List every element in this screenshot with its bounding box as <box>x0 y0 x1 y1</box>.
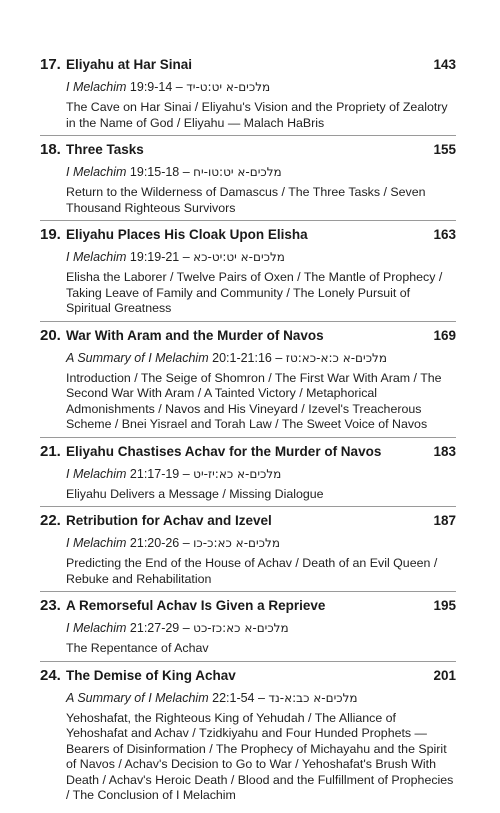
chapter-number: 18. <box>40 141 61 158</box>
entry-heading <box>40 327 456 349</box>
source-book: A Summary of I Melachim <box>66 690 209 705</box>
verse-range: 21:27-29 – <box>126 621 194 635</box>
toc-entry-20[interactable] <box>40 327 456 438</box>
verse-range: 21:20-26 – <box>126 536 194 550</box>
source-book: I Melachim <box>66 466 127 481</box>
hebrew-reference: מלכים-א יט:יט-כא <box>193 250 285 264</box>
chapter-number: 22. <box>40 512 61 529</box>
entry-heading <box>40 443 456 465</box>
section-topics: The Cave on Har Sinai / Eliyahu's Vision and the Propriety of Zealotry in the Name of God / Eliyahu — Malach HaBris <box>66 100 448 130</box>
source-reference <box>66 349 456 367</box>
page-number: 163 <box>433 227 456 242</box>
source-book: A Summary of I Melachim <box>66 350 209 365</box>
chapter-number: 23. <box>40 597 61 614</box>
verse-range: 19:19-21 – <box>126 250 194 264</box>
chapter-number: 19. <box>40 226 61 243</box>
source-book: I Melachim <box>66 621 127 635</box>
verse-range: 19:15-18 – <box>126 165 194 179</box>
chapter-number: 24. <box>40 666 61 684</box>
chapter-title[interactable]: A Remorseful Achav Is Given a Reprieve <box>66 598 326 613</box>
entry-heading <box>40 512 456 534</box>
source-reference <box>66 619 456 637</box>
table-of-contents <box>40 56 456 813</box>
hebrew-reference: מלכים-א יט:טו-יח <box>193 165 282 179</box>
page-number: 155 <box>433 142 456 157</box>
chapter-title[interactable]: Eliyahu Places His Cloak Upon Elisha <box>66 227 308 242</box>
toc-entry-22[interactable] <box>40 512 456 592</box>
page-number: 201 <box>433 667 456 683</box>
verse-range: 19:9-14 – <box>126 80 187 94</box>
section-topics: Introduction / The Seige of Shomron / The First War With Aram / The Second War With Aram / A Tainted Victory / Metaphorical Admonishments / Navos and His Vineyard / Izevel's Treacherous Scheme / Bnei Yisrael and Torah Law / The Sweet Voice of Navos <box>66 370 442 431</box>
toc-entry-19[interactable] <box>40 226 456 322</box>
source-book: I Melachim <box>66 165 127 179</box>
hebrew-reference: מלכים-א כא:יז-יט <box>193 466 282 481</box>
section-topics: Elisha the Laborer / Twelve Pairs of Oxen / The Mantle of Prophecy / Taking Leave of Family and Community / The Lonely Pursuit of Spiritual Greatness <box>66 270 443 315</box>
section-topics: The Repentance of Achav <box>66 641 209 655</box>
entry-heading <box>40 141 456 163</box>
chapter-title[interactable]: Eliyahu Chastises Achav for the Murder of Navos <box>66 443 382 459</box>
toc-entry-17[interactable] <box>40 56 456 136</box>
toc-entry-21[interactable] <box>40 443 456 508</box>
source-reference <box>66 534 456 552</box>
verse-range: 22:1-54 – <box>208 690 269 705</box>
source-reference <box>66 78 456 96</box>
chapter-title[interactable]: Three Tasks <box>66 142 144 157</box>
source-book: I Melachim <box>66 250 127 264</box>
hebrew-reference: מלכים-א כ:א-כא:טז <box>285 350 388 365</box>
source-reference <box>66 689 456 707</box>
chapter-number: 17. <box>40 56 61 73</box>
source-reference <box>66 465 456 483</box>
section-topics: Return to the Wilderness of Damascus / The Three Tasks / Seven Thousand Righteous Survivors <box>66 185 426 215</box>
chapter-title[interactable]: Eliyahu at Har Sinai <box>66 57 193 72</box>
chapter-title[interactable]: The Demise of King Achav <box>66 667 236 683</box>
chapter-title[interactable]: Retribution for Achav and Izevel <box>66 513 272 528</box>
source-book: I Melachim <box>66 536 127 550</box>
entry-heading <box>40 226 456 248</box>
page-number: 195 <box>433 598 456 613</box>
entry-heading <box>40 667 456 689</box>
verse-range: 21:17-19 – <box>126 466 194 481</box>
source-reference <box>66 163 456 181</box>
entry-heading <box>40 56 456 78</box>
entry-heading <box>40 597 456 619</box>
chapter-title[interactable]: War With Aram and the Murder of Navos <box>66 327 324 343</box>
chapter-number: 20. <box>40 326 61 344</box>
source-book: I Melachim <box>66 80 127 94</box>
source-reference <box>66 248 456 266</box>
hebrew-reference: מלכים-א יט:ט-יד <box>186 80 271 94</box>
toc-entry-24[interactable] <box>40 667 456 808</box>
toc-entry-23[interactable] <box>40 597 456 662</box>
chapter-number: 21. <box>40 442 61 460</box>
section-topics: Predicting the End of the House of Achav / Death of an Evil Queen / Rebuke and Rehabilitation <box>66 556 438 586</box>
verse-range: 20:1-21:16 – <box>208 350 286 365</box>
page-number: 187 <box>433 513 456 528</box>
section-topics: Yehoshafat, the Righteous King of Yehudah / The Alliance of Yehoshafat and Achav / Tzidkiyahu and Four Hunded Prophets — Bearers of Disinformation / The Prophecy of Michayahu and the Spirit of Navos / Achav's Decision to Go to War / Yehoshafat's Brush With Death / Achav's Heroic Death / Blood and the Fulfillment of Prophecies / The Conclusion of I Melachim <box>66 710 454 802</box>
page-number: 143 <box>433 57 456 72</box>
page-number: 183 <box>433 443 456 459</box>
hebrew-reference: מלכים-א כא:כ-כו <box>193 536 280 550</box>
page-number: 169 <box>433 327 456 343</box>
section-topics: Eliyahu Delivers a Message / Missing Dialogue <box>66 486 324 501</box>
hebrew-reference: מלכים-א כב:א-נד <box>268 690 358 705</box>
toc-entry-18[interactable] <box>40 141 456 221</box>
hebrew-reference: מלכים-א כא:כז-כט <box>193 621 289 635</box>
